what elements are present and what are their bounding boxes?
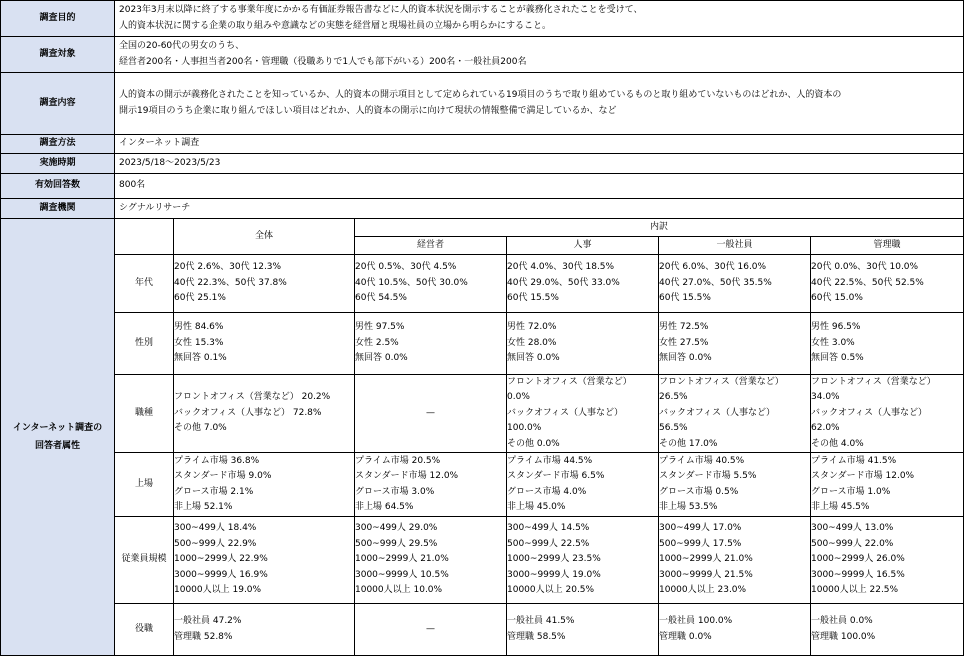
period-value: 2023/5/18～2023/5/23 xyxy=(114,153,964,174)
position-manager: 一般社員 0.0% 管理職 100.0% xyxy=(810,603,964,656)
job-type-executive: — xyxy=(354,374,507,453)
gender-employee: 男性 72.5% 女性 27.5% 無回答 0.0% xyxy=(658,312,811,375)
col-header-breakdown: 内訳 xyxy=(354,218,964,237)
col-header-hr: 人事 xyxy=(506,236,659,255)
age-employee: 20代 6.0%、30代 16.0% 40代 27.0%、50代 35.5% 60代 15.5% xyxy=(658,254,811,313)
gender-manager: 男性 96.5% 女性 3.0% 無回答 0.5% xyxy=(810,312,964,375)
col-header-manager: 管理職 xyxy=(810,236,964,255)
row-label-job-type: 職種 xyxy=(114,374,174,453)
company-size-manager: 300~499人 13.0% 500~999人 22.0% 1000~2999人 26.0% 3000~9999人 16.5% 10000人以上 22.5% xyxy=(810,516,964,604)
job-type-all: フロントオフィス（営業など） 20.2% バックオフィス（人事など） 72.8% その他 7.0% xyxy=(173,374,355,453)
row-label-listing: 上場 xyxy=(114,452,174,517)
age-manager: 20代 0.0%、30代 10.0% 40代 22.5%、50代 52.5% 60代 15.0% xyxy=(810,254,964,313)
row-label-position: 役職 xyxy=(114,603,174,656)
age-all: 20代 2.6%、30代 12.3% 40代 22.3%、50代 37.8% 60代 25.1% xyxy=(173,254,355,313)
responses-label: 有効回答数 xyxy=(0,173,115,199)
listing-employee: プライム市場 40.5% スタンダード市場 5.5% グロース市場 0.5% 非上場 53.5% xyxy=(658,452,811,517)
gender-executive: 男性 97.5% 女性 2.5% 無回答 0.0% xyxy=(354,312,507,375)
target-value: 全国の20-60代の男女のうち、 経営者200名・人事担当者200名・管理職（役職ありで1人でも部下がいる）200名・一般社員200名 xyxy=(114,36,964,73)
col-header-employee: 一般社員 xyxy=(658,236,811,255)
position-executive: — xyxy=(354,603,507,656)
position-employee: 一般社員 100.0% 管理職 0.0% xyxy=(658,603,811,656)
method-value: インターネット調査 xyxy=(114,134,964,154)
attributes-label: インターネット調査の 回答者属性 xyxy=(0,218,115,656)
company-size-executive: 300~499人 29.0% 500~999人 29.5% 1000~2999人 21.0% 3000~9999人 10.5% 10000人以上 10.0% xyxy=(354,516,507,604)
responses-value: 800名 xyxy=(114,173,964,199)
col-header-all: 全体 xyxy=(173,218,355,255)
row-label-gender: 性別 xyxy=(114,312,174,375)
job-type-manager: フロントオフィス（営業など） 34.0% バックオフィス（人事など） 62.0% その他 4.0% xyxy=(810,374,964,453)
position-hr: 一般社員 41.5% 管理職 58.5% xyxy=(506,603,659,656)
row-label-company-size: 従業員規模 xyxy=(114,516,174,604)
col-header-executive: 経営者 xyxy=(354,236,507,255)
job-type-employee: フロントオフィス（営業など） 26.5% バックオフィス（人事など） 56.5% その他 17.0% xyxy=(658,374,811,453)
company-size-employee: 300~499人 17.0% 500~999人 17.5% 1000~2999人 21.0% 3000~9999人 21.5% 10000人以上 23.0% xyxy=(658,516,811,604)
listing-hr: プライム市場 44.5% スタンダード市場 6.5% グロース市場 4.0% 非上場 45.0% xyxy=(506,452,659,517)
purpose-label: 調査目的 xyxy=(0,0,115,37)
content-value: 人的資本の開示が義務化されたことを知っているか、人的資本の開示項目として定められている19項目のうちで取り組めているものと取り組めていないものはどれか、人的資本の 開示19項目のうち企業に取り組んでほしい項目はどれか、人的資本の開示に向けて現状の情報整備で満足しているか、など xyxy=(114,72,964,135)
period-label: 実施時期 xyxy=(0,153,115,174)
company-size-all: 300~499人 18.4% 500~999人 22.9% 1000~2999人 22.9% 3000~9999人 16.9% 10000人以上 19.0% xyxy=(173,516,355,604)
agency-label: 調査機関 xyxy=(0,198,115,219)
agency-value: シグナルリサーチ xyxy=(114,198,964,219)
gender-hr: 男性 72.0% 女性 28.0% 無回答 0.0% xyxy=(506,312,659,375)
age-hr: 20代 4.0%、30代 18.5% 40代 29.0%、50代 33.0% 60代 15.5% xyxy=(506,254,659,313)
row-label-age: 年代 xyxy=(114,254,174,313)
age-executive: 20代 0.5%、30代 4.5% 40代 10.5%、50代 30.0% 60代 54.5% xyxy=(354,254,507,313)
content-label: 調査内容 xyxy=(0,72,115,135)
listing-manager: プライム市場 41.5% スタンダード市場 12.0% グロース市場 1.0% 非上場 45.5% xyxy=(810,452,964,517)
target-label: 調査対象 xyxy=(0,36,115,73)
listing-executive: プライム市場 20.5% スタンダード市場 12.0% グロース市場 3.0% 非上場 64.5% xyxy=(354,452,507,517)
method-label: 調査方法 xyxy=(0,134,115,154)
company-size-hr: 300~499人 14.5% 500~999人 22.5% 1000~2999人 23.5% 3000~9999人 19.0% 10000人以上 20.5% xyxy=(506,516,659,604)
attributes-corner xyxy=(114,218,174,255)
position-all: 一般社員 47.2% 管理職 52.8% xyxy=(173,603,355,656)
gender-all: 男性 84.6% 女性 15.3% 無回答 0.1% xyxy=(173,312,355,375)
job-type-hr: フロントオフィス（営業など） 0.0% バックオフィス（人事など） 100.0% その他 0.0% xyxy=(506,374,659,453)
purpose-value: 2023年3月末以降に終了する事業年度にかかる有価証券報告書などに人的資本状況を開示することが義務化されたことを受けて、 人的資本状況に関する企業の取り組みや意識などの実態を経営層と現場社員の立場から明らかにすること。 xyxy=(114,0,964,37)
listing-all: プライム市場 36.8% スタンダード市場 9.0% グロース市場 2.1% 非上場 52.1% xyxy=(173,452,355,517)
